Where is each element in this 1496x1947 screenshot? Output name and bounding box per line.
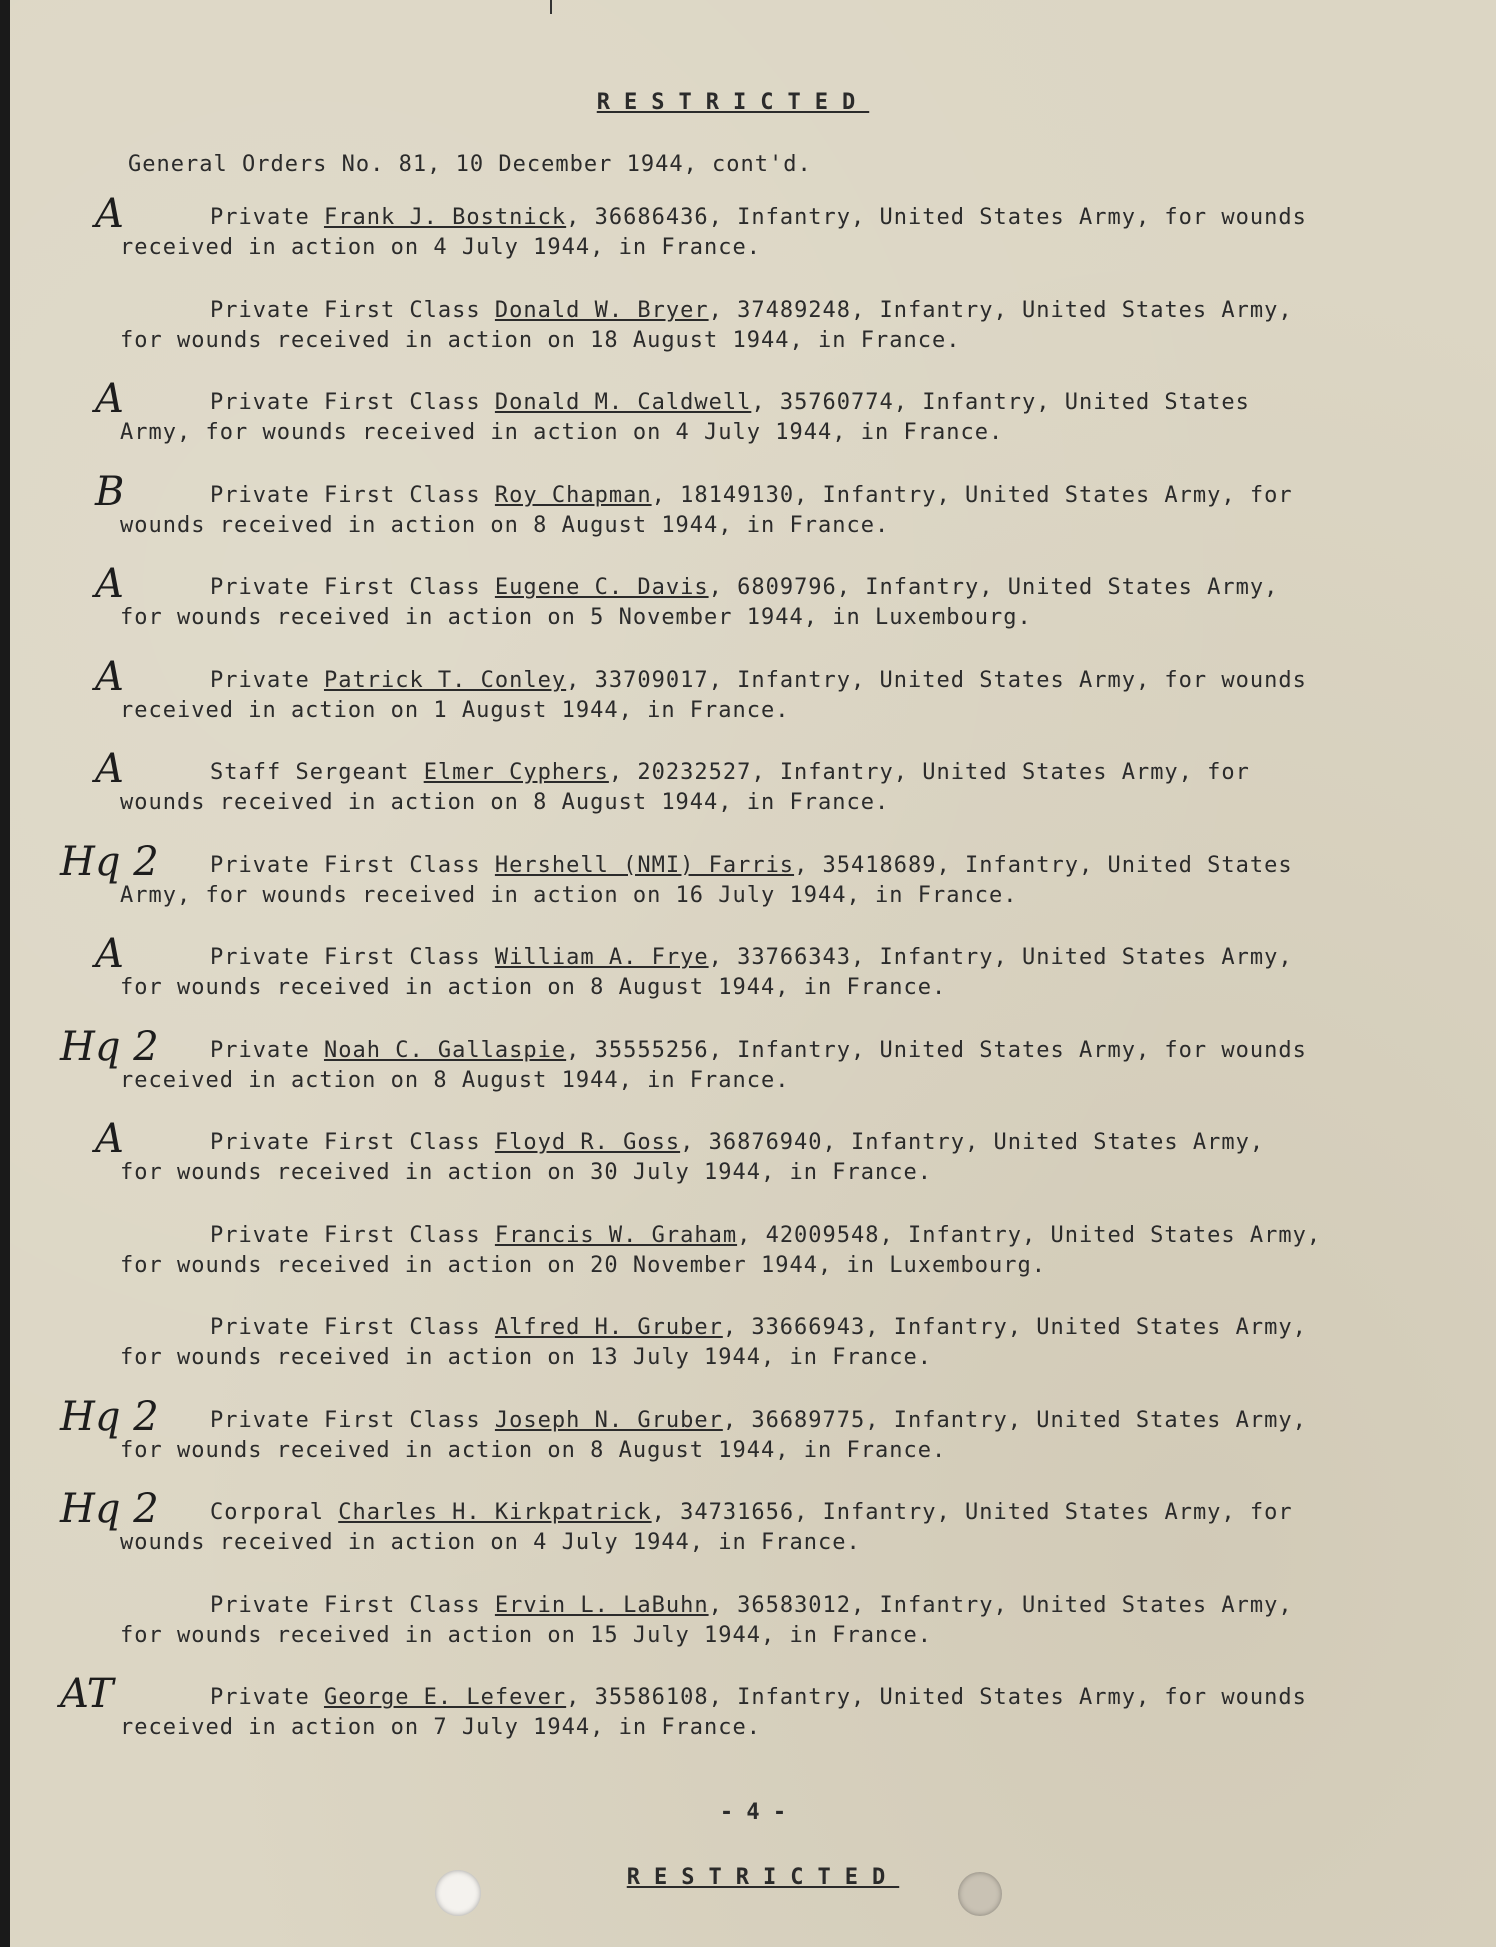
entry-line-2: for wounds received in action on 5 November 1944, in Luxembourg. (120, 605, 1032, 630)
entry-line-2: for wounds received in action on 13 July 1944, in France. (120, 1345, 932, 1370)
entry-rank: Private First Class (210, 852, 495, 878)
order-entry (120, 203, 1420, 263)
entry-name: Roy Chapman (494, 482, 652, 508)
entry-name: Eugene C. Davis (494, 575, 709, 600)
handwritten-mark: A (95, 376, 124, 422)
entry-rank: Private First Class (210, 575, 495, 600)
handwritten-mark: Hq 2 (60, 1023, 159, 1070)
entry-name: Ervin L. LaBuhn (494, 1592, 709, 1618)
entry-details: , 35555256, Infantry, United States Army, for wounds (566, 1037, 1307, 1063)
order-entry (120, 1036, 1420, 1096)
entry-line-1 (120, 666, 1420, 696)
entry-line-2: Army, for wounds received in action on 4 July 1944, in France. (120, 420, 1004, 445)
handwritten-mark: A (95, 561, 124, 607)
entry-details: , 36876940, Infantry, United States Army, (680, 1130, 1265, 1155)
punch-hole (958, 1872, 1002, 1916)
general-orders-intro: General Orders No. 81, 10 December 1944, cont'd. (128, 152, 812, 177)
document-page (10, 0, 1496, 1947)
entry-line-2: wounds received in action on 8 August 1944, in France. (120, 790, 890, 815)
entry-name: Patrick T. Conley (323, 667, 567, 693)
entry-name: Donald W. Bryer (494, 297, 709, 323)
handwritten-mark: B (95, 468, 125, 515)
entry-details: , 36686436, Infantry, United States Army, for wounds (566, 205, 1307, 230)
entry-rank: Private (210, 1685, 324, 1710)
entry-line-2: for wounds received in action on 30 July 1944, in France. (120, 1160, 932, 1185)
entry-line-1 (120, 388, 1420, 418)
entry-line-2: for wounds received in action on 15 July 1944, in France. (120, 1622, 932, 1648)
entry-name: Hershell (NMI) Farris (494, 852, 795, 878)
entry-line-1 (120, 1498, 1420, 1528)
entry-name: Francis W. Graham (494, 1222, 738, 1248)
handwritten-mark: Hq 2 (60, 1393, 159, 1440)
entry-rank: Private First Class (210, 482, 495, 508)
entry-line-2: Army, for wounds received in action on 16 July 1944, in France. (120, 882, 1018, 908)
entry-details: , 42009548, Infantry, United States Army, (737, 1222, 1322, 1248)
entry-rank: Private First Class (210, 390, 495, 415)
handwritten-mark: A (95, 746, 124, 792)
entry-line-1 (120, 1128, 1420, 1158)
order-entry (120, 666, 1420, 726)
entry-details: , 35418689, Infantry, United States (794, 852, 1293, 878)
handwritten-mark: A (95, 191, 124, 237)
handwritten-mark: Hq 2 (60, 1486, 159, 1532)
entry-name: William A. Frye (494, 945, 709, 970)
punch-hole (435, 1870, 481, 1916)
entry-line-1 (120, 1406, 1420, 1436)
entry-line-1 (120, 203, 1420, 233)
entry-name: Noah C. Gallaspie (323, 1037, 567, 1063)
entry-line-1 (120, 943, 1420, 973)
entry-line-1 (120, 573, 1420, 603)
entry-line-1 (120, 296, 1420, 326)
handwritten-mark: A (95, 653, 124, 700)
entry-line-2: for wounds received in action on 20 November 1944, in Luxembourg. (120, 1252, 1046, 1278)
entry-details: , 6809796, Infantry, United States Army, (708, 575, 1279, 600)
entry-name: Charles H. Kirkpatrick (338, 1500, 652, 1525)
entry-line-1 (120, 758, 1420, 788)
handwritten-mark: A (95, 1116, 124, 1162)
entry-rank: Private First Class (210, 1407, 495, 1433)
entry-rank: Staff Sergeant (210, 760, 424, 785)
entry-line-2: for wounds received in action on 8 August 1944, in France. (120, 975, 947, 1000)
order-entry (120, 758, 1420, 818)
entry-details: , 33766343, Infantry, United States Army, (708, 945, 1293, 970)
order-entry (120, 943, 1420, 1003)
entry-rank: Private First Class (210, 1130, 495, 1155)
order-entry (120, 1406, 1420, 1466)
order-entry (120, 481, 1420, 541)
entry-name: George E. Lefever (323, 1685, 567, 1710)
entry-name: Joseph N. Gruber (494, 1407, 723, 1433)
entry-details: , 35760774, Infantry, United States (751, 390, 1250, 415)
order-entry (120, 1313, 1420, 1373)
entry-line-1 (120, 1036, 1420, 1066)
handwritten-mark: A (95, 931, 124, 977)
order-entry (120, 296, 1420, 356)
entry-name: Alfred H. Gruber (494, 1315, 723, 1340)
entry-rank: Corporal (210, 1500, 339, 1525)
entry-line-2: received in action on 4 July 1944, in France. (120, 235, 762, 260)
entry-rank: Private (210, 667, 324, 693)
entry-details: , 35586108, Infantry, United States Army, for wounds (566, 1685, 1307, 1710)
order-entry (120, 851, 1420, 911)
entry-line-1 (120, 1313, 1420, 1343)
entry-line-2: for wounds received in action on 18 August 1944, in France. (120, 327, 961, 353)
handwritten-mark: AT (60, 1671, 114, 1717)
entry-name: Donald M. Caldwell (494, 390, 752, 415)
entry-name: Frank J. Bostnick (323, 205, 567, 230)
entry-line-2: wounds received in action on 4 July 1944, in France. (120, 1530, 861, 1555)
handwritten-mark: Hq 2 (60, 838, 159, 885)
entry-rank: Private First Class (210, 297, 495, 323)
order-entry (120, 1591, 1420, 1651)
entry-details: , 36583012, Infantry, United States Army, (708, 1592, 1293, 1618)
entry-details: , 37489248, Infantry, United States Army, (708, 297, 1293, 323)
top-edge-mark (550, 0, 552, 14)
entry-line-1 (120, 481, 1420, 511)
footer-classification: RESTRICTED (626, 1865, 900, 1890)
entry-line-2: received in action on 7 July 1944, in France. (120, 1715, 762, 1740)
entry-rank: Private First Class (210, 1315, 495, 1340)
entry-rank: Private First Class (210, 1222, 495, 1248)
entry-details: , 20232527, Infantry, United States Army, for (608, 760, 1250, 785)
entry-line-2: for wounds received in action on 8 August 1944, in France. (120, 1437, 947, 1463)
entry-line-1 (120, 1591, 1420, 1621)
entry-line-2: received in action on 8 August 1944, in France. (120, 1067, 790, 1093)
entry-details: , 33666943, Infantry, United States Army, (722, 1315, 1307, 1340)
entry-details: , 36689775, Infantry, United States Army, (722, 1407, 1307, 1433)
entry-line-1 (120, 851, 1420, 881)
entry-line-1 (120, 1221, 1420, 1251)
order-entry (120, 1221, 1420, 1281)
order-entry (120, 1498, 1420, 1558)
entry-details: , 33709017, Infantry, United States Army, for wounds (566, 667, 1307, 693)
entry-line-2: received in action on 1 August 1944, in France. (120, 697, 790, 723)
order-entry (120, 388, 1420, 448)
entry-details: , 34731656, Infantry, United States Army, for (651, 1500, 1293, 1525)
entry-details: , 18149130, Infantry, United States Army, for (651, 482, 1293, 508)
entry-rank: Private First Class (210, 945, 495, 970)
order-entry (120, 1683, 1420, 1743)
entry-rank: Private First Class (210, 1592, 495, 1618)
entry-name: Elmer Cyphers (423, 760, 609, 785)
order-entry (120, 573, 1420, 633)
page-number: - 4 - (719, 1800, 787, 1825)
header-classification: RESTRICTED (596, 90, 870, 115)
entry-rank: Private (210, 1037, 324, 1063)
entry-name: Floyd R. Goss (494, 1130, 681, 1155)
entry-rank: Private (210, 205, 324, 230)
entry-line-1 (120, 1683, 1420, 1713)
entry-line-2: wounds received in action on 8 August 1944, in France. (120, 512, 890, 538)
order-entry (120, 1128, 1420, 1188)
